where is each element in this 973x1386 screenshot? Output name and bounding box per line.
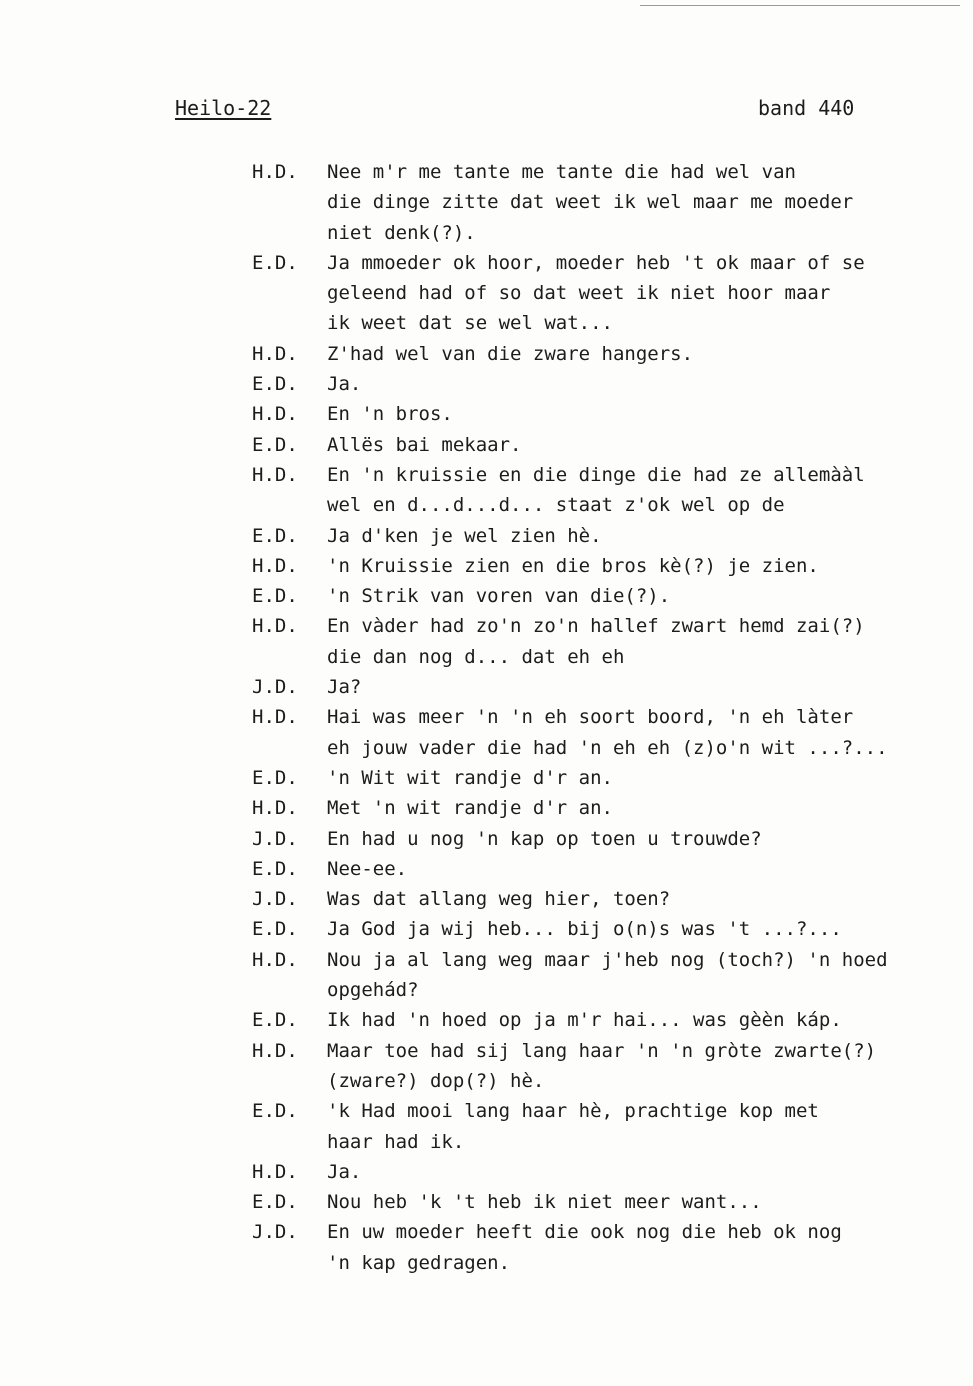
transcript-line (252, 248, 952, 278)
transcript-line (252, 1036, 952, 1066)
transcript-line (252, 430, 952, 460)
speaker-label: E.D. (252, 524, 298, 547)
speaker-label: J.D. (252, 888, 298, 911)
speaker-label: E.D. (252, 766, 298, 789)
utterance-text: wel en d...d...d... staat z'ok wel op de (327, 494, 785, 517)
speaker-label: E.D. (252, 585, 298, 608)
utterance-text: Ja mmoeder ok hoor, moeder heb 't ok maar of se (327, 251, 865, 274)
transcript-line (252, 218, 952, 248)
utterance-text: Nee-ee. (327, 857, 408, 880)
speaker-label: E.D. (252, 1100, 298, 1123)
speaker-label: E.D. (252, 251, 298, 274)
transcript-line (252, 672, 952, 702)
transcript-line (252, 611, 952, 641)
transcript-line (252, 308, 952, 338)
transcript-line (252, 1187, 952, 1217)
speaker-label: E.D. (252, 1191, 298, 1214)
utterance-text: (zware?) dop(?) hè. (327, 1069, 545, 1092)
transcript-line (252, 521, 952, 551)
speaker-label: J.D. (252, 1221, 298, 1244)
utterance-text: Ja d'ken je wel zien hè. (327, 524, 602, 547)
speaker-label: H.D. (252, 615, 298, 638)
speaker-label: E.D. (252, 373, 298, 396)
utterance-text: Ja God ja wij heb... bij o(n)s was 't ...?... (327, 918, 842, 941)
transcript-line (252, 945, 952, 975)
speaker-label: H.D. (252, 463, 298, 486)
utterance-text: En had u nog 'n kap op toen u trouwde? (327, 827, 762, 850)
transcript-line (252, 884, 952, 914)
utterance-text: die dan nog d... dat eh eh (327, 645, 625, 668)
transcript-line (252, 1217, 952, 1247)
speaker-label: E.D. (252, 857, 298, 880)
utterance-text: eh jouw vader die had 'n eh eh (z)o'n wit ...?... (327, 736, 888, 759)
transcript-line (252, 369, 952, 399)
transcript-line (252, 824, 952, 854)
transcript-line (252, 702, 952, 732)
utterance-text: die dinge zitte dat weet ik wel maar me moeder (327, 191, 854, 214)
speaker-label: H.D. (252, 706, 298, 729)
utterance-text: Ik had 'n hoed op ja m'r hai... was gèèn káp. (327, 1009, 842, 1032)
transcript-line (252, 1157, 952, 1187)
speaker-label: H.D. (252, 403, 298, 426)
utterance-text: Nou heb 'k 't heb ik niet meer want... (327, 1191, 762, 1214)
speaker-label: H.D. (252, 1160, 298, 1183)
page-top-rule (640, 5, 960, 6)
speaker-label: H.D. (252, 1039, 298, 1062)
transcript-line (252, 339, 952, 369)
speaker-label: H.D. (252, 554, 298, 577)
speaker-label: E.D. (252, 1009, 298, 1032)
tape-number: band 440 (758, 96, 855, 120)
transcript-line (252, 914, 952, 944)
transcript-line (252, 157, 952, 187)
transcript (252, 157, 952, 1278)
utterance-text: 'k Had mooi lang haar hè, prachtige kop met (327, 1100, 819, 1123)
utterance-text: 'n Kruissie zien en die bros kè(?) je zien. (327, 554, 819, 577)
utterance-text: Ja. (327, 1160, 362, 1183)
utterance-text: ik weet dat se wel wat... (327, 312, 613, 335)
transcript-line (252, 1096, 952, 1126)
utterance-text: opgehád? (327, 979, 419, 1002)
speaker-label: H.D. (252, 161, 298, 183)
utterance-text: haar had ik. (327, 1130, 465, 1153)
document-id: Heilo-22 (175, 96, 272, 120)
speaker-label: H.D. (252, 948, 298, 971)
utterance-text: niet denk(?). (327, 221, 476, 244)
utterance-text: Nou ja al lang weg maar j'heb nog (toch?) 'n hoed (327, 948, 888, 971)
speaker-label: J.D. (252, 827, 298, 850)
transcript-line (252, 642, 952, 672)
speaker-label: E.D. (252, 918, 298, 941)
transcript-line (252, 187, 952, 217)
transcript-line (252, 733, 952, 763)
transcript-line (252, 1066, 952, 1096)
transcript-line (252, 975, 952, 1005)
utterance-text: En uw moeder heeft die ook nog die heb ok nog (327, 1221, 842, 1244)
utterance-text: 'n Strik van voren van die(?). (327, 585, 671, 608)
utterance-text: geleend had of so dat weet ik niet hoor maar (327, 282, 831, 305)
utterance-text: En 'n bros. (327, 403, 453, 426)
utterance-text: 'n Wit wit randje d'r an. (327, 766, 613, 789)
utterance-text: Hai was meer 'n 'n eh soort boord, 'n eh làter (327, 706, 854, 729)
speaker-label: E.D. (252, 433, 298, 456)
utterance-text: Ja? (327, 676, 362, 699)
transcript-line (252, 763, 952, 793)
transcript-line (252, 1005, 952, 1035)
transcript-line (252, 460, 952, 490)
utterance-text: Z'had wel van die zware hangers. (327, 342, 694, 365)
transcript-line (252, 1127, 952, 1157)
utterance-text: Nee m'r me tante me tante die had wel van (327, 161, 796, 183)
utterance-text: Maar toe had sij lang haar 'n 'n gròte zwarte(?) (327, 1039, 877, 1062)
utterance-text: En 'n kruissie en die dinge die had ze allemààl (327, 463, 865, 486)
speaker-label: H.D. (252, 342, 298, 365)
transcript-line (252, 1248, 952, 1278)
transcript-line (252, 854, 952, 884)
transcript-line (252, 278, 952, 308)
utterance-text: Ja. (327, 373, 362, 396)
utterance-text: En vàder had zo'n zo'n hallef zwart hemd zai(?) (327, 615, 865, 638)
transcript-line (252, 399, 952, 429)
transcript-line (252, 793, 952, 823)
speaker-label: J.D. (252, 676, 298, 699)
transcript-line (252, 551, 952, 581)
speaker-label: H.D. (252, 797, 298, 820)
utterance-text: Was dat allang weg hier, toen? (327, 888, 671, 911)
utterance-text: Allës bai mekaar. (327, 433, 522, 456)
utterance-text: 'n kap gedragen. (327, 1251, 511, 1274)
transcript-line (252, 581, 952, 611)
utterance-text: Met 'n wit randje d'r an. (327, 797, 613, 820)
transcript-line (252, 490, 952, 520)
